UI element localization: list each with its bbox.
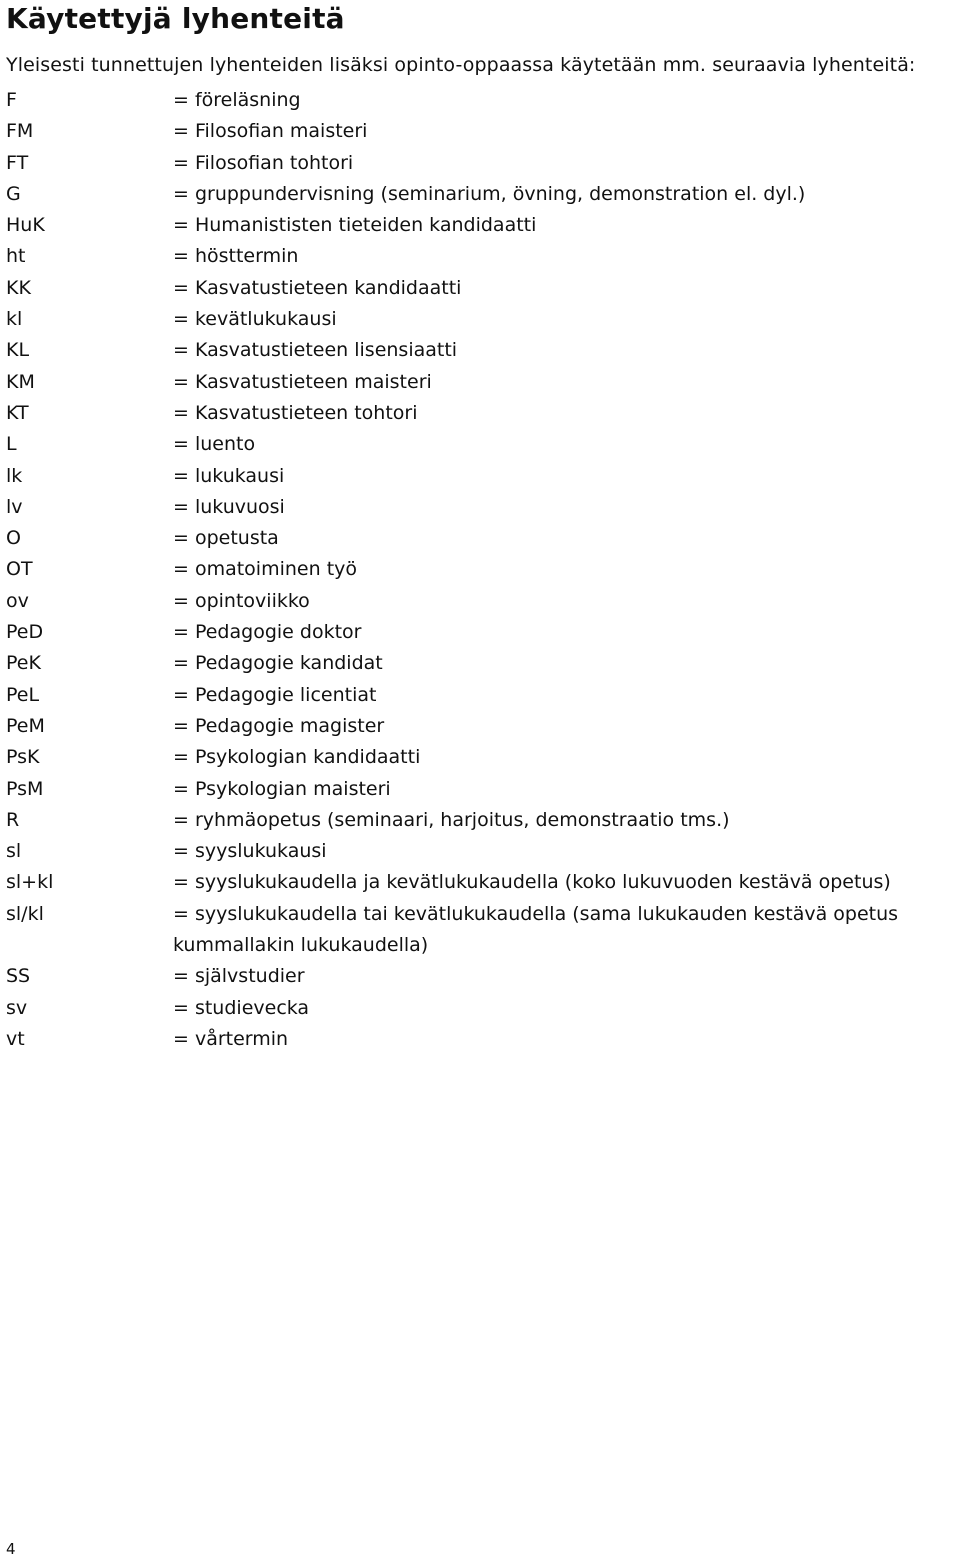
abbreviation-row [6, 586, 956, 617]
definition: = föreläsning [173, 89, 301, 111]
abbreviation: sv [6, 996, 28, 1019]
abbreviation: F [6, 89, 17, 111]
abbreviation: PeK [6, 652, 41, 675]
abbreviation-row [6, 179, 956, 210]
definition: = Pedagogie licentiat [173, 683, 377, 706]
definition: = syyslukukaudella ja kevätlukukaudella (koko lukuvuoden kestävä opetus) [173, 871, 891, 894]
definition: = syyslukukausi [173, 840, 327, 863]
abbreviation: PsM [6, 777, 44, 800]
abbreviation-row [6, 617, 956, 648]
definition: = studievecka [173, 996, 310, 1019]
definition: = Kasvatustieteen maisteri [173, 370, 432, 393]
abbreviation: PsK [6, 746, 40, 769]
abbreviation-row [6, 711, 956, 742]
abbreviation: KT [6, 401, 29, 424]
abbreviation-row [6, 742, 956, 773]
abbreviation-row [6, 273, 956, 304]
abbreviation: PeM [6, 714, 45, 737]
abbreviation: R [6, 808, 20, 831]
abbreviation: SS [6, 965, 31, 988]
abbreviation: PeL [6, 683, 40, 706]
abbreviation-list [6, 85, 956, 1055]
document-page [6, 0, 956, 1055]
abbreviation-row [6, 648, 956, 679]
abbreviation: sl/kl [6, 902, 44, 925]
definition: = Psykologian maisteri [173, 777, 391, 800]
definition: = omatoiminen työ [173, 558, 358, 581]
abbreviation: ht [6, 245, 26, 268]
definition: = lukukausi [173, 464, 285, 487]
definition: = självstudier [173, 965, 305, 988]
abbreviation-row [6, 241, 956, 272]
abbreviation-row [6, 523, 956, 554]
abbreviation: vt [6, 1027, 25, 1050]
abbreviation: KM [6, 370, 35, 393]
abbreviation-row [6, 367, 956, 398]
abbreviation: FT [6, 151, 29, 174]
definition: = Filosofian maisteri [173, 120, 368, 143]
definition: = Pedagogie magister [173, 714, 385, 737]
definition: = luento [173, 433, 256, 456]
abbreviation-row [6, 429, 956, 460]
abbreviation: kl [6, 308, 23, 331]
definition: = Kasvatustieteen lisensiaatti [173, 339, 458, 362]
abbreviation-row [6, 1024, 956, 1055]
abbreviation-row [6, 492, 956, 523]
abbreviation: OT [6, 558, 33, 581]
definition: = Pedagogie kandidat [173, 652, 383, 675]
abbreviation: L [6, 433, 17, 456]
definition: = Pedagogie doktor [173, 621, 362, 644]
abbreviation-row [6, 961, 956, 992]
definition: = Humanististen tieteiden kandidaatti [173, 214, 537, 237]
abbreviation: ov [6, 589, 29, 612]
abbreviation-row [6, 836, 956, 867]
abbreviation-row [6, 398, 956, 429]
abbreviation-row [6, 805, 956, 836]
definition: = opintoviikko [173, 589, 310, 612]
abbreviation-row [6, 461, 956, 492]
definition: = opetusta [173, 527, 279, 550]
abbreviation-row [6, 867, 956, 898]
abbreviation-row [6, 148, 956, 179]
definition: = Kasvatustieteen kandidaatti [173, 276, 462, 299]
definition: = kevätlukukausi [173, 308, 337, 331]
page-number: 4 [6, 1540, 16, 1558]
abbreviation: KK [6, 276, 31, 299]
definition: = Kasvatustieteen tohtori [173, 401, 418, 424]
abbreviation: lk [6, 464, 23, 487]
abbreviation: G [6, 182, 21, 205]
abbreviation: sl+kl [6, 871, 54, 894]
definition: = gruppundervisning (seminarium, övning, demonstration el. dyl.) [173, 182, 806, 205]
abbreviation-row [6, 304, 956, 335]
definition: = hösttermin [173, 245, 299, 268]
definition: = lukuvuosi [173, 495, 285, 518]
abbreviation-row [6, 774, 956, 805]
definition: = Filosofian tohtori [173, 151, 354, 174]
definition: = Psykologian kandidaatti [173, 746, 421, 769]
abbreviation: FM [6, 120, 34, 143]
definition: = vårtermin [173, 1027, 289, 1050]
abbreviation: lv [6, 495, 23, 518]
abbreviation: PeD [6, 621, 44, 644]
abbreviation-row [6, 85, 956, 116]
abbreviation-row [6, 899, 956, 962]
abbreviation: HuK [6, 214, 45, 237]
definition: = syyslukukaudella tai kevätlukukaudella (sama lukukauden kestävä opetus kummallakin lukukaudella) [173, 902, 899, 957]
abbreviation: O [6, 527, 21, 550]
definition: = ryhmäopetus (seminaari, harjoitus, demonstraatio tms.) [173, 808, 730, 831]
abbreviation-row [6, 554, 956, 585]
page-title: Käytettyjä lyhenteitä [6, 2, 345, 35]
abbreviation-row [6, 680, 956, 711]
abbreviation-row [6, 210, 956, 241]
abbreviation: KL [6, 339, 30, 362]
intro-text: Yleisesti tunnettujen lyhenteiden lisäksi opinto-oppaassa käytetään mm. seuraavia lyhenteitä: [6, 54, 916, 76]
abbreviation: sl [6, 840, 22, 863]
abbreviation-row [6, 993, 956, 1024]
abbreviation-row [6, 116, 956, 147]
abbreviation-row [6, 335, 956, 366]
